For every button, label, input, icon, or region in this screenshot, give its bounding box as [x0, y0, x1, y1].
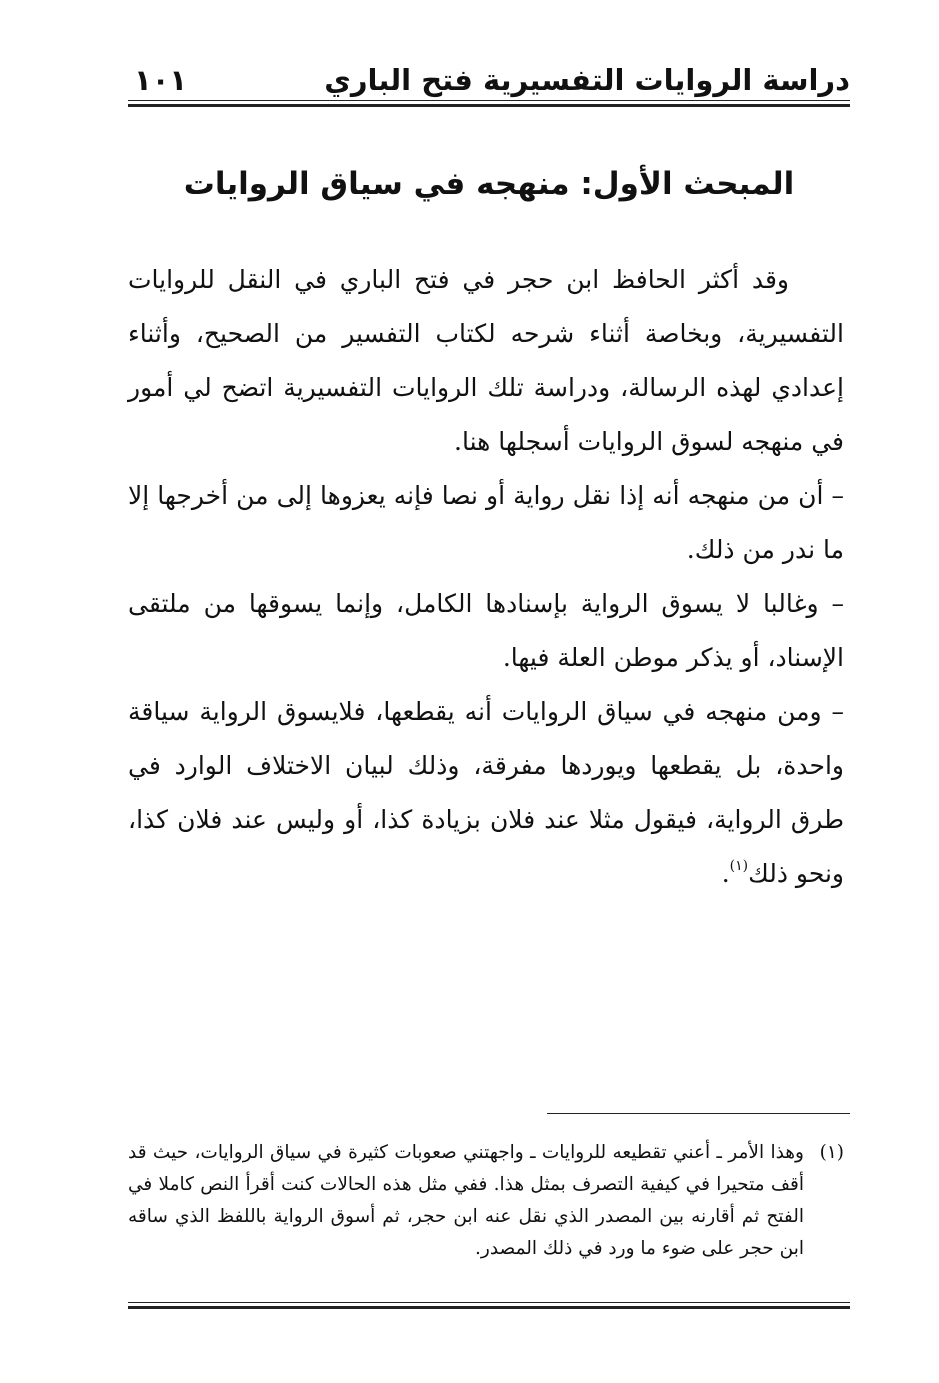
footnotes	[128, 1137, 844, 1265]
footnote-reference[interactable]: (١)	[729, 858, 749, 874]
footnote-text: وهذا الأمر ـ أعني تقطيعه للروايات ـ واجهتني صعوبات كثيرة في سياق الروايات، حيث قد أقف متحيرا في كيفية التصرف بمثل هذا. ففي مثل هذه الحالات كنت أقرأ النص كاملا في الفتح ثم أقارنه بين المصدر الذي نقل عنه ابن حجر، ثم أسوق الرواية باللفظ الذي ساقه ابن حجر على ضوء ما ورد في ذلك المصدر.	[128, 1142, 804, 1259]
point-end: .	[721, 859, 730, 888]
header-rule	[128, 100, 850, 107]
section-heading: المبحث الأول: منهجه في سياق الروايات	[183, 166, 795, 202]
point-paragraph	[128, 685, 844, 901]
point-text: – ومن منهجه في سياق الروايات أنه يقطعها، فلايسوق الرواية سياقة واحدة، بل يقطعها ويوردها مفرقة، وذلك لبيان الاختلاف الوارد في طرق الرواية، فيقول مثلا عند فلان بزيادة كذا، أو وليس عند فلان كذا، ونحو ذلك	[128, 697, 844, 888]
running-title: دراسة الروايات التفسيرية فتح الباري	[324, 63, 850, 97]
body-text	[128, 253, 844, 901]
page-number: ١٠١	[134, 63, 188, 97]
footnote	[128, 1137, 844, 1265]
footer-rule	[128, 1302, 850, 1309]
footnote-separator	[547, 1113, 850, 1114]
point-paragraph: – وغالبا لا يسوق الرواية بإسنادها الكامل، وإنما يسوقها من ملتقى الإسناد، أو يذكر موطن العلة فيها.	[128, 589, 844, 672]
intro-paragraph: وقد أكثر الحافظ ابن حجر في فتح الباري في النقل للروايات التفسيرية، وبخاصة أثناء شرحه لكتاب التفسير من الصحيح، وأثناء إعدادي لهذه الرسالة، ودراسة تلك الروايات التفسيرية اتضح لي أمور في منهجه لسوق الروايات أسجلها هنا.	[128, 265, 844, 456]
point-paragraph: – أن من منهجه أنه إذا نقل رواية أو نصا فإنه يعزوها إلى من أخرجها إلا ما ندر من ذلك.	[128, 481, 845, 564]
running-header	[128, 62, 850, 102]
footnote-number: (١)	[819, 1142, 844, 1163]
